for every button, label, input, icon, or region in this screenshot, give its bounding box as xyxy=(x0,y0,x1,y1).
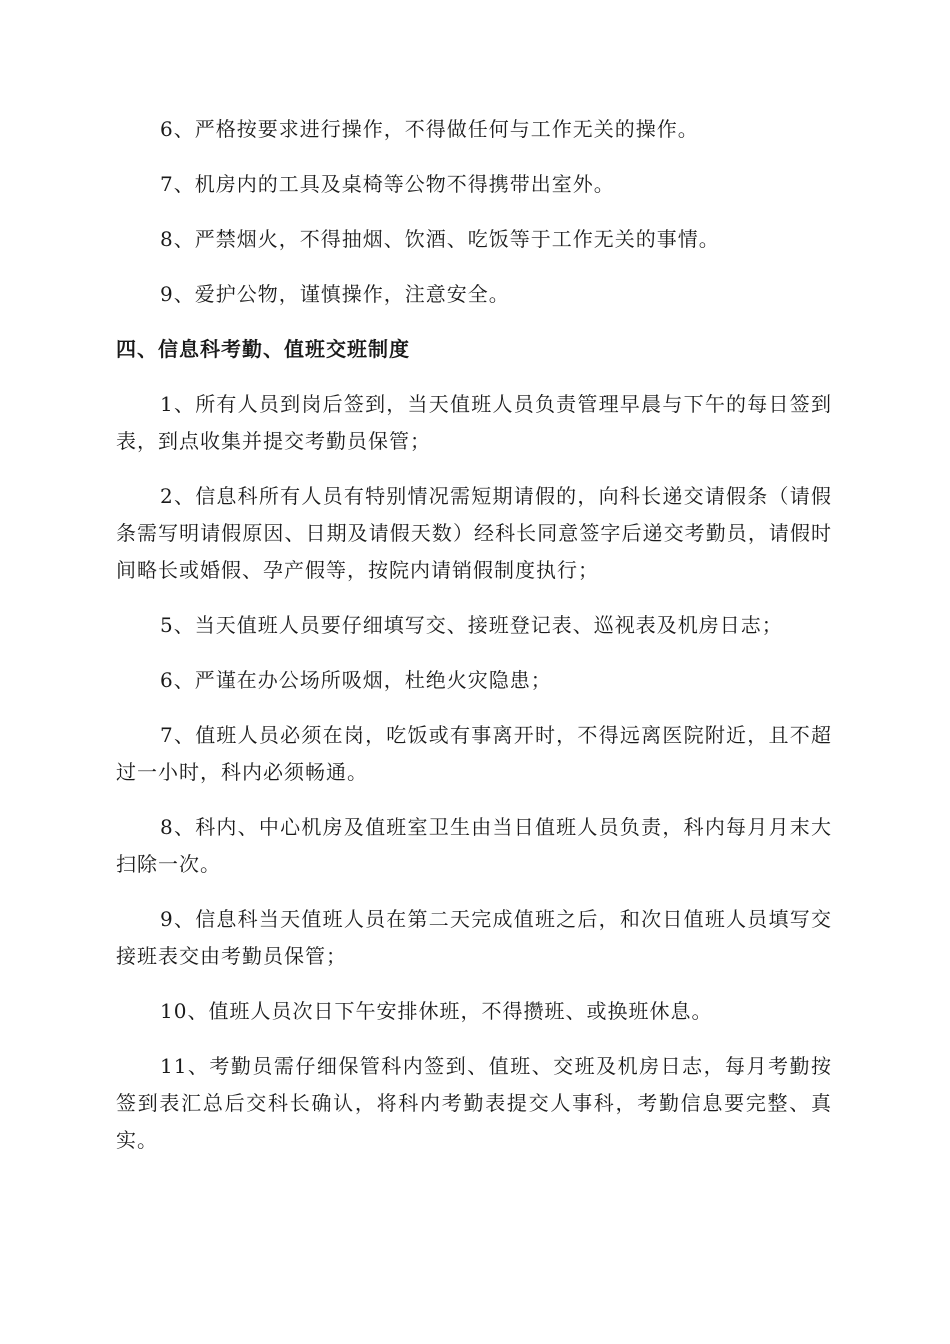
rule-item: 5、当天值班人员要仔细填写交、接班登记表、巡视表及机房日志； xyxy=(160,613,783,637)
document-body xyxy=(116,111,832,1177)
section-heading: 四、信息科考勤、值班交班制度 xyxy=(116,337,410,361)
rule-item: 9、爱护公物，谨慎操作，注意安全。 xyxy=(160,282,510,306)
rule-item: 6、严谨在办公场所吸烟，杜绝火灾隐患； xyxy=(160,668,552,692)
rule-item: 7、机房内的工具及桌椅等公物不得携带出室外。 xyxy=(160,172,615,196)
rule-item: 2、信息科所有人员有特别情况需短期请假的，向科长递交请假条（请假条需写明请假原因、日期及请假天数）经科长同意签字后递交考勤员，请假时间略长或婚假、孕产假等，按院内请销假制度执行； xyxy=(116,484,832,582)
rule-item: 7、值班人员必须在岗，吃饭或有事离开时，不得远离医院附近，且不超过一小时，科内必须畅通。 xyxy=(116,723,832,784)
rule-item: 10、值班人员次日下午安排休班，不得攒班、或换班休息。 xyxy=(160,999,713,1023)
rule-item: 8、科内、中心机房及值班室卫生由当日值班人员负责，科内每月月末大扫除一次。 xyxy=(116,815,832,876)
rule-item: 8、严禁烟火，不得抽烟、饮酒、吃饭等于工作无关的事情。 xyxy=(160,227,720,251)
rule-item: 1、所有人员到岗后签到，当天值班人员负责管理早晨与下午的每日签到表，到点收集并提交考勤员保管； xyxy=(116,392,832,453)
rule-item: 11、考勤员需仔细保管科内签到、值班、交班及机房日志，每月考勤按签到表汇总后交科长确认，将科内考勤表提交人事科，考勤信息要完整、真实。 xyxy=(116,1054,832,1152)
rule-item: 6、严格按要求进行操作，不得做任何与工作无关的操作。 xyxy=(160,117,699,141)
rule-item: 9、信息科当天值班人员在第二天完成值班之后，和次日值班人员填写交接班表交由考勤员保管； xyxy=(116,907,832,968)
